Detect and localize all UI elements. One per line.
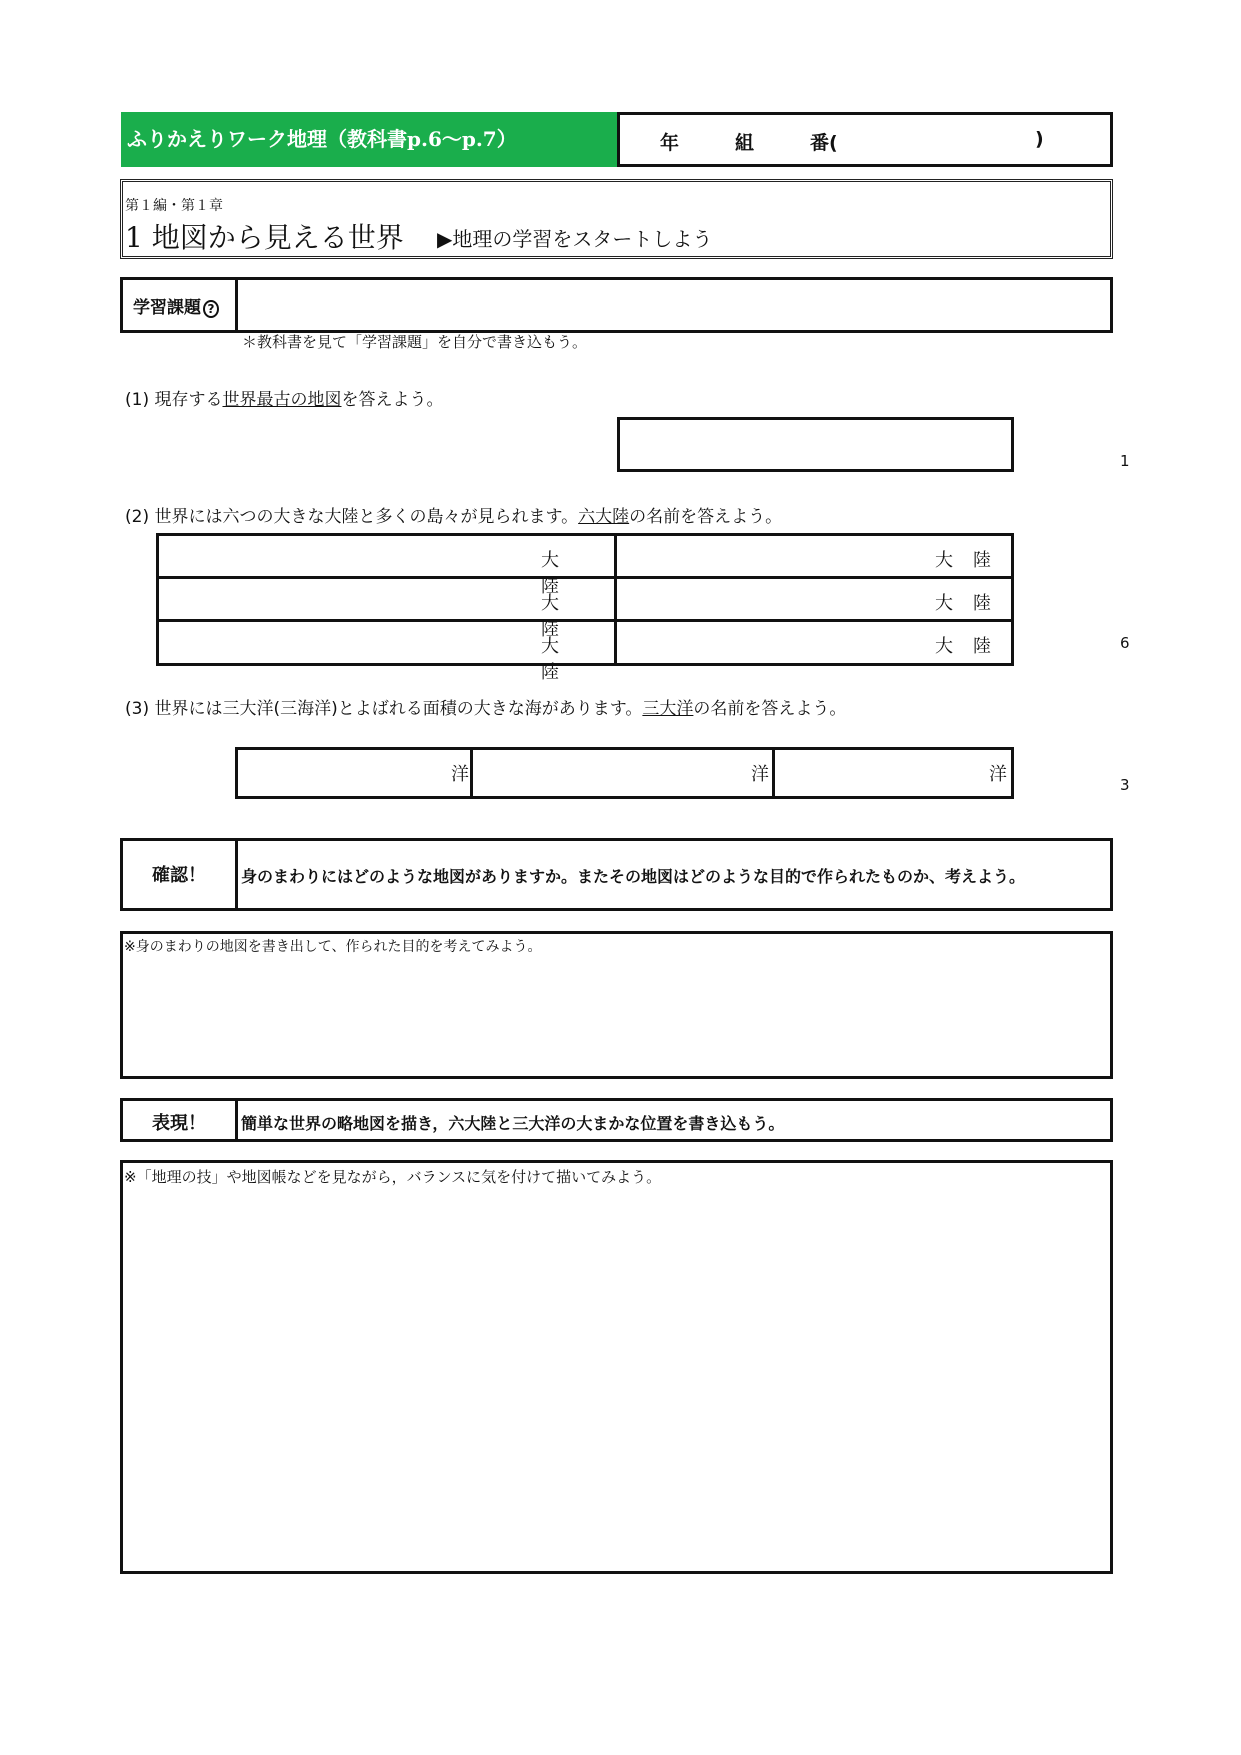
confirm-prompt: 身のまわりにはどのような地図がありますか。またその地図はどのような目的で作られたものか、考えよう。 <box>241 867 1026 886</box>
express-label: 表現！ <box>152 1113 206 1134</box>
worksheet-title: ふりかえりワーク地理（教科書p.6〜p.7） <box>121 112 617 167</box>
ocean-answer-cell[interactable] <box>473 750 775 796</box>
ocean-answer-cell[interactable] <box>238 750 473 796</box>
continent-answer-cell[interactable] <box>159 579 617 640</box>
year-label: 年 <box>660 132 680 154</box>
divider <box>235 277 238 333</box>
divider <box>235 838 238 911</box>
confirm-note: ※身のまわりの地図を書き出して、作られた目的を考えてみよう。 <box>124 939 542 955</box>
question-3: (3) 世界には三大洋(三海洋)とよばれる面積の大きな海があります。三大洋の名前を答えよう。 <box>125 699 847 719</box>
score-q1: 1 <box>1120 452 1130 470</box>
q1-answer-box[interactable] <box>617 417 1014 472</box>
continent-answer-cell[interactable] <box>159 622 617 683</box>
task-label: 学習課題 ? <box>133 293 219 318</box>
score-q3: 3 <box>1120 776 1130 794</box>
ocean-suffix: 洋 <box>751 764 769 785</box>
chapter-subtitle: ▶地理の学習をスタートしよう <box>437 227 713 251</box>
continent-suffix: 大陸 <box>935 550 1011 571</box>
name-field-box[interactable] <box>617 112 1113 167</box>
ocean-answer-row <box>235 747 1014 799</box>
confirm-label: 確認！ <box>152 865 206 886</box>
continent-answer-cell[interactable] <box>617 622 1011 665</box>
continent-answer-cell[interactable] <box>617 536 1011 579</box>
class-label: 組 <box>735 132 755 154</box>
continent-suffix: 大陸 <box>541 636 579 683</box>
continent-suffix: 大陸 <box>541 593 579 640</box>
chapter-title: 1 地図から見える世界 <box>125 221 404 254</box>
task-note: ＊教科書を見て「学習課題」を自分で書き込もう。 <box>242 333 588 351</box>
question-1: (1) 現存する世界最古の地図を答えよう。 <box>125 390 444 410</box>
continent-answer-cell[interactable] <box>159 536 617 597</box>
ocean-answer-cell[interactable] <box>775 750 1011 796</box>
continent-suffix: 大陸 <box>541 550 579 597</box>
number-label: 番( <box>810 132 838 154</box>
express-note: ※「地理の技」や地図帳などを見ながら，バランスに気を付けて描いてみよう。 <box>124 1168 662 1186</box>
task-input-row[interactable] <box>120 277 1113 333</box>
continent-answer-grid <box>156 533 1014 683</box>
question-2: (2) 世界には六つの大きな大陸と多くの島々が見られます。六大陸の名前を答えよう。 <box>125 507 783 527</box>
close-paren: ) <box>1035 128 1044 150</box>
chapter-label: 第１編・第１章 <box>125 198 223 214</box>
score-q2: 6 <box>1120 634 1130 652</box>
question-mark-icon: ? <box>203 300 219 318</box>
map-drawing-area[interactable] <box>120 1160 1113 1574</box>
ocean-suffix: 洋 <box>989 764 1007 785</box>
continent-suffix: 大陸 <box>935 593 1011 614</box>
divider <box>235 1098 238 1142</box>
express-prompt: 簡単な世界の略地図を描き，六大陸と三大洋の大まかな位置を書き込もう。 <box>241 1114 785 1133</box>
continent-answer-cell[interactable] <box>617 579 1011 622</box>
continent-suffix: 大陸 <box>935 636 1011 657</box>
ocean-suffix: 洋 <box>451 764 469 785</box>
